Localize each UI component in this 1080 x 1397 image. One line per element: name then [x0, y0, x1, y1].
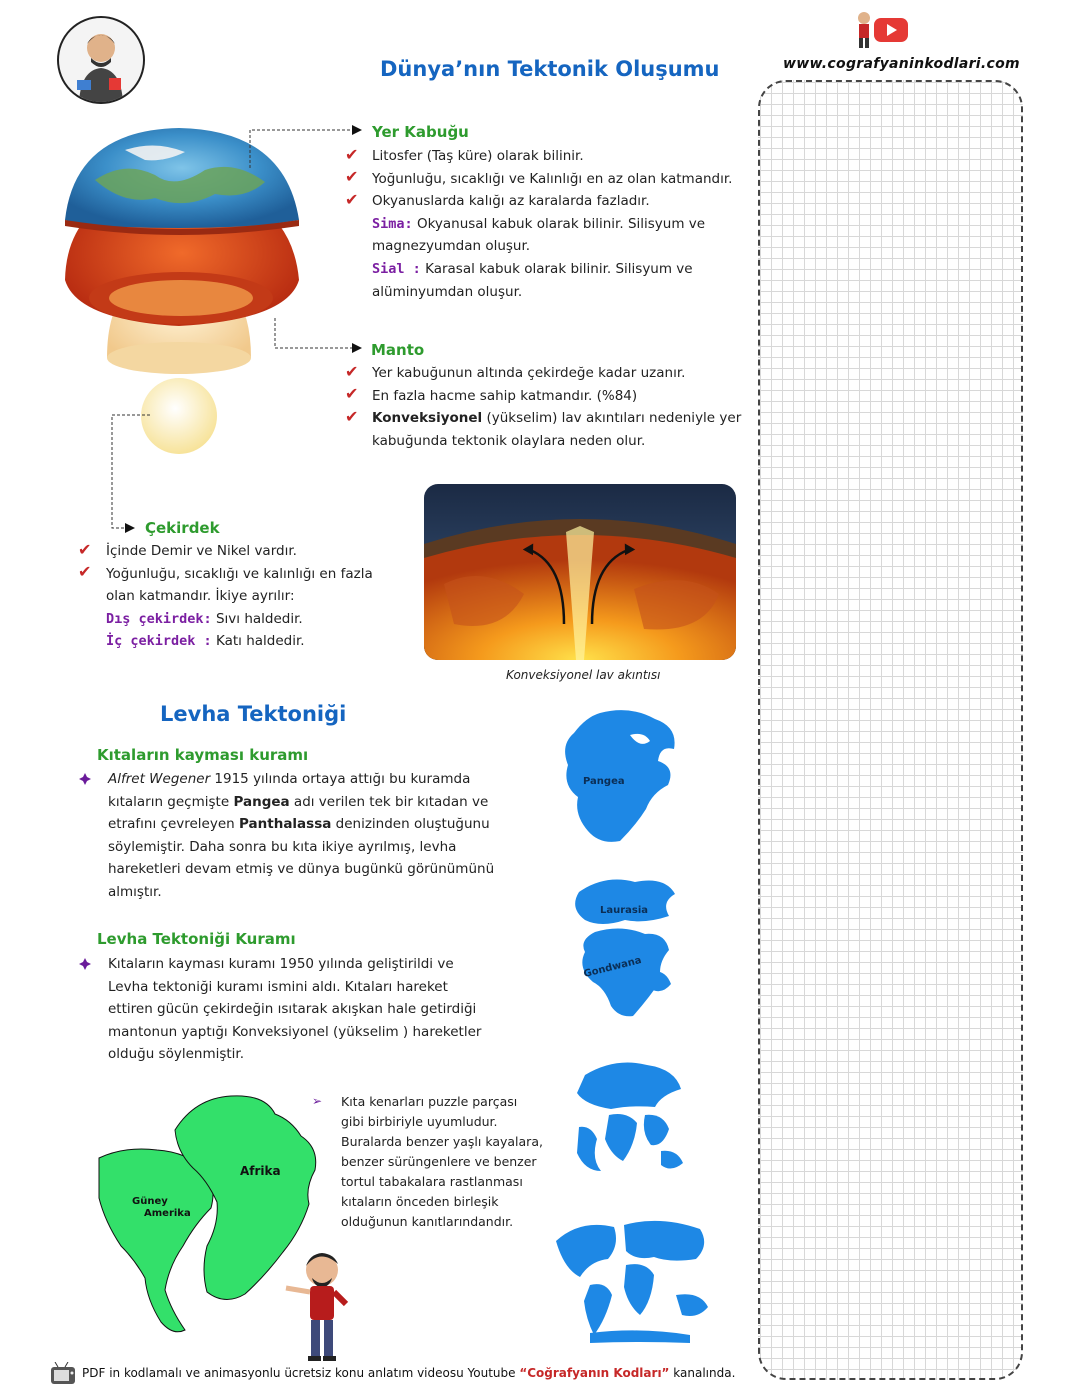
sial-line [372, 258, 745, 281]
note-line: Buralarda benzer yaşlı kayalara, [341, 1134, 543, 1149]
para-line: söylemiştir. Daha sonra bu kıta ikiye ayrılmış, levha [108, 838, 457, 855]
check-icon: ✔ [345, 407, 359, 426]
list-item-cont: kabuğunda tektonik olaylara neden olur. [372, 432, 646, 449]
note-line: olduğunun kanıtlarındandır. [341, 1214, 514, 1229]
para-text: adı verilen tek bir kıtadan ve [289, 793, 489, 810]
convection-image [424, 484, 736, 660]
para-line: mantonun yaptığı Konveksiyonel (yükselim ) hareketler [108, 1023, 482, 1040]
sial-text-2: alüminyumdan oluşur. [372, 283, 523, 300]
footer-pre: PDF in kodlamalı ve animasyonlu ücretsiz konu anlatım videosu Youtube [82, 1366, 520, 1380]
sima-text-2: magnezyumdan oluşur. [372, 238, 531, 255]
ic-cekirdek-label: İç çekirdek : [106, 633, 212, 650]
guney-label: Güney [132, 1196, 168, 1207]
youtube-icon[interactable] [850, 6, 910, 50]
list-item: İçinde Demir ve Nikel vardır. [106, 543, 297, 559]
section-heading-cekirdek: Çekirdek [145, 519, 220, 537]
early-drift-map [565, 1055, 690, 1175]
bullet-icon [79, 958, 91, 970]
para-line: hareketleri devam etmiş ve dünya bugünkü görünümünü [108, 861, 495, 878]
section-heading-manto: Manto [371, 341, 425, 359]
cartoon-teacher [280, 1248, 360, 1368]
note-line: gibi birbiriyle uyumludur. [341, 1114, 498, 1129]
kuram-paragraph [108, 953, 508, 1066]
convection-caption: Konveksiyonel lav akıntısı [506, 668, 661, 682]
section-heading-yer-kabugu: Yer Kabuğu [372, 123, 469, 141]
sial-label: Sial : [372, 260, 421, 277]
panthalassa-bold: Panthalassa [239, 816, 332, 833]
manto-list [345, 362, 745, 452]
para-line: Levha tektoniği kuramı ismini aldı. Kıtaları hareket [108, 978, 448, 995]
arrow-bullet-icon: ➢ [312, 1094, 323, 1108]
notes-grid-panel [758, 80, 1023, 1380]
list-item-cont: olan katmandır. İkiye ayrılır: [106, 588, 295, 605]
connector-lines [0, 0, 380, 540]
list-item: Yoğunluğu, sıcaklığı ve kalınlığı en fazla [106, 565, 373, 582]
para-text: kıtaların geçmişte [108, 793, 234, 810]
check-icon: ✔ [345, 190, 359, 209]
para-text: etrafını çevreleyen [108, 816, 239, 833]
konveksiyonel-rest: (yükselim) lav akıntıları nedeniyle yer [482, 410, 742, 427]
kayma-paragraph [108, 768, 508, 904]
afrika-label: Afrika [240, 1164, 281, 1178]
para-text: denizinden oluştuğunu [331, 816, 490, 833]
note-line: benzer sürüngenlere ve benzer [341, 1154, 537, 1169]
check-icon: ✔ [345, 384, 359, 403]
guney-amerika-label [132, 1196, 191, 1220]
para-line: Kıtaların kayması kuramı 1950 yılında geliştirildi ve [108, 956, 454, 972]
para-text: 1915 yılında ortaya attığı bu kuramda [210, 771, 471, 787]
footer-post: kanalında. [669, 1366, 736, 1380]
check-icon: ✔ [78, 540, 92, 559]
cekirdek-list [78, 540, 408, 653]
gondwana-label: Gondwana [582, 955, 643, 980]
subheading-kitalarin-kaymasi: Kıtaların kayması kuramı [97, 746, 309, 764]
subheading-levha-tektonigi-kurami: Levha Tektoniği Kuramı [97, 930, 296, 948]
yer-kabugu-list [345, 145, 745, 303]
list-item [372, 407, 745, 430]
para-line: ettiren gücün çekirdeğin ısıtarak akışkan hale getirdiği [108, 1001, 477, 1018]
list-item: Yoğunluğu, sıcaklığı ve Kalınlığı en az olan katmandır. [372, 170, 733, 187]
konveksiyonel-bold: Konveksiyonel [372, 410, 483, 427]
tv-icon [50, 1362, 76, 1386]
note-line: kıtaların önceden birleşik [341, 1194, 499, 1209]
list-item: Yer kabuğunun altında çekirdeğe kadar uzanır. [372, 365, 686, 381]
bullet-icon [79, 773, 91, 785]
list-item: Litosfer (Taş küre) olarak bilinir. [372, 148, 584, 164]
note-line: Kıta kenarları puzzle parçası [341, 1094, 518, 1109]
sima-text: Okyanusal kabuk olarak bilinir. Silisyum ve [416, 215, 706, 232]
check-icon: ✔ [345, 145, 359, 164]
list-item: En fazla hacme sahip katmandır. (%84) [372, 387, 638, 404]
pangea-label: Pangea [583, 776, 625, 787]
section-heading-levha-tektonigi: Levha Tektoniği [160, 702, 347, 726]
ic-cekirdek-text: Katı haldedir. [215, 633, 305, 650]
puzzle-note [341, 1092, 551, 1232]
sima-label: Sima: [372, 215, 413, 232]
ic-cekirdek-line [106, 630, 408, 653]
para-line [108, 768, 508, 791]
para-line [108, 813, 508, 836]
pangea-bold: Pangea [233, 793, 290, 810]
note-line: tortul tabakalara rastlanması [341, 1174, 523, 1189]
dis-cekirdek-label: Dış çekirdek: [106, 610, 212, 627]
footer-text [82, 1366, 735, 1380]
check-icon: ✔ [345, 167, 359, 186]
sima-line [372, 213, 745, 236]
check-icon: ✔ [78, 562, 92, 581]
amerika-label: Amerika [144, 1208, 191, 1219]
website-url[interactable]: www.cografyaninkodlari.com [783, 56, 1020, 72]
wegener-name: Alfret Wegener [108, 771, 211, 787]
footer-channel[interactable]: “Coğrafyanın Kodları” [519, 1366, 670, 1380]
check-icon: ✔ [345, 362, 359, 381]
laurasia-gondwana-map [565, 872, 685, 1022]
para-line: olduğu söylenmiştir. [108, 1046, 245, 1063]
para-line: almıştır. [108, 883, 162, 900]
laurasia-label: Laurasia [600, 905, 649, 916]
page-title: Dünya’nın Tektonik Oluşumu [380, 57, 720, 81]
dis-cekirdek-text: Sıvı haldedir. [215, 610, 303, 627]
sial-text: Karasal kabuk olarak bilinir. Silisyum ve [425, 260, 693, 277]
dis-cekirdek-line [106, 608, 408, 631]
list-item: Okyanuslarda kalığı az karalarda fazladır. [372, 193, 650, 210]
modern-world-map [550, 1215, 715, 1345]
para-line [108, 791, 508, 814]
